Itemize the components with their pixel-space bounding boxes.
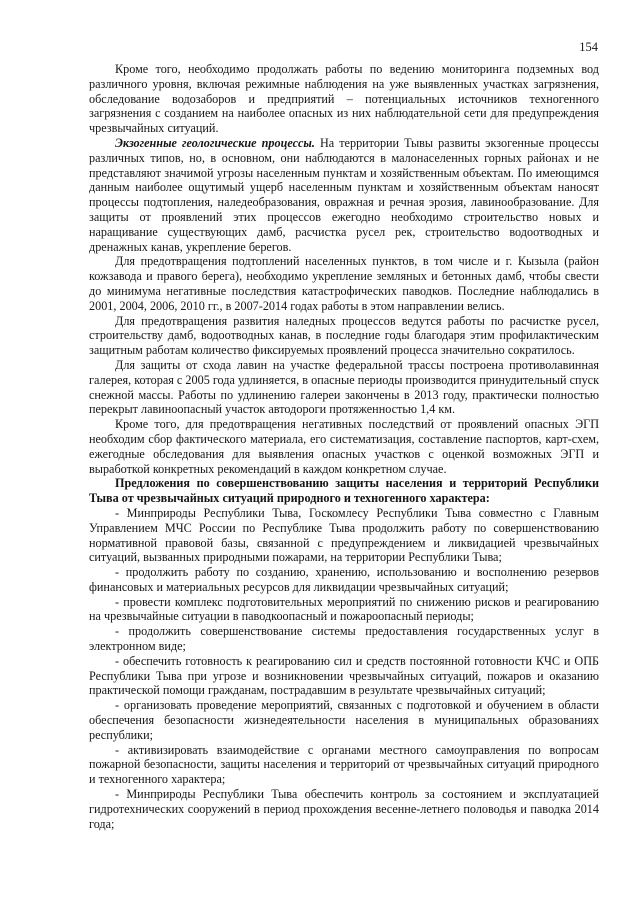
list-item-training [89, 698, 599, 742]
paragraph-text: Для предотвращения подтоплений населенных пунктов, в том числе и г. Кызыла (район кожзавода и правого берега), необходимо укрепление земляных и бетонных дамб, чтобы свести до минимума негативные последствия катастрофических паводков. Последние наблюдались в 2001, 2004, 2006, 2010 гг., в 2007-2014 годах работы в этом направлении велись. [89, 254, 599, 313]
heading-text: Предложения по совершенствованию защиты населения и территорий Республики Тыва от чрезвычайных ситуаций природного и техногенного характера: [89, 476, 599, 506]
list-item-readiness [89, 654, 599, 698]
list-item-hydraulic-structures [89, 787, 599, 831]
list-item-reserves [89, 565, 599, 595]
paragraph-groundwater-monitoring [89, 62, 599, 136]
paragraph-flood-prevention [89, 254, 599, 313]
list-item-text: - провести комплекс подготовительных мероприятий по снижению рисков и реагированию на чрезвычайные ситуации в паводкоопасный и пожароопасный периоды; [89, 594, 599, 624]
paragraph-text: На территории Тывы развиты экзогенные процессы различных типов, но, в основном, они наблюдаются в малонаселенных горных районах и не представляют значимой угрозы населенным пунктам и хозяйственным объектам. По имеющимся данным наиболее ощутимый ущерб населенным пунктам и хозяйственным объектам наносят процессы подтопления, наледеобразования, овражная и речная эрозия, лавинообразование. Для защиты от проявлений этих процессов ежегодно необходимо строительство новых и наращивание существующих дамб, расчистка русел рек, строительство водоотводных и дренажных канав, укрепление берегов. [89, 135, 599, 254]
list-item-text: - активизировать взаимодействие с органами местного самоуправления по вопросам пожарной безопасности, защиты населения и территорий от чрезвычайных ситуаций природного и техногенного характера; [89, 742, 599, 787]
list-item-text: - организовать проведение мероприятий, связанных с подготовкой и обучением в области обеспечения безопасности жизнедеятельности населения в муниципальных образованиях республики; [89, 698, 599, 742]
list-item-regulatory-framework [89, 506, 599, 565]
list-item-electronic-services [89, 624, 599, 654]
list-item-cooperation [89, 743, 599, 787]
section-heading-proposals [89, 476, 599, 506]
paragraph-text: Для защиты от схода лавин на участке федеральной трассы построена противолавинная галерея, которая с 2005 года удлиняется, в опасные периоды производится принудительный спуск снежной массы. Работы по удлинению галереи закончены в 2013 году, практически полностью перекрыт лавиноопасный участок автодороги протяженностью 1,4 км. [89, 357, 599, 417]
paragraph-ice-prevention [89, 314, 599, 358]
paragraph-egp-data-collection [89, 417, 599, 476]
list-item-text: - продолжить совершенствование системы предоставления государственных услуг в электронном виде; [89, 624, 599, 654]
paragraph-exogenous-processes [89, 136, 599, 254]
list-item-text: - Минприроды Республики Тыва, Госкомлесу Республики Тыва совместно с Главным Управлением МЧС России по Республике Тыва продолжить работу по совершенствованию нормативной правовой базы, связанной с предупреждением и ликвидацией чрезвычайных ситуаций, вызванных природными пожарами, на территории Республики Тыва; [89, 505, 599, 565]
paragraph-avalanche-protection [89, 358, 599, 417]
paragraph-text: Кроме того, необходимо продолжать работы по ведению мониторинга подземных вод различного уровня, включая режимные наблюдения на уже выявленных участках загрязнения, обследование водозаборов и предприятий – потенциальных источников техногенного загрязнения с созданием на наиболее опасных из них наблюдательной сети для предупреждения чрезвычайных ситуаций. [89, 62, 599, 136]
page-number: 154 [579, 40, 598, 54]
document-body [89, 62, 599, 831]
list-item-text: - Минприроды Республики Тыва обеспечить контроль за состоянием и эксплуатацией гидротехнических сооружений в период прохождения весенне-летнего половодья и паводка 2014 года; [89, 787, 599, 831]
list-item-risk-reduction [89, 595, 599, 625]
paragraph-text: Кроме того, для предотвращения негативных последствий от проявлений опасных ЭГП необходим сбор фактического материала, его систематизация, составление паспортов, карт-схем, ежегодные обследования для выявления опасных участков с оценкой возможных ЭГП и выработкой конкретных рекомендаций в каждом конкретном случае. [89, 417, 599, 476]
list-item-text: - продолжить работу по созданию, хранению, использованию и восполнению резервов финансовых и материальных ресурсов для ликвидации чрезвычайных ситуаций; [89, 565, 599, 594]
list-item-text: - обеспечить готовность к реагированию сил и средств постоянной готовности КЧС и ОПБ Республики Тыва при угрозе и возникновении чрезвычайных ситуаций, пожаров и оказанию практической помощи гражданам, пострадавшим в результате чрезвычайных ситуаций; [89, 653, 599, 698]
section-lead-exogenous: Экзогенные геологические процессы. [115, 135, 315, 150]
paragraph-text: Для предотвращения развития наледных процессов ведутся работы по расчистке русел, строительству дамб, водоотводных канав, в последние годы благодаря этим профилактическим защитным работам количество фиксируемых проявлений процесса значительно сократилось. [89, 313, 599, 358]
